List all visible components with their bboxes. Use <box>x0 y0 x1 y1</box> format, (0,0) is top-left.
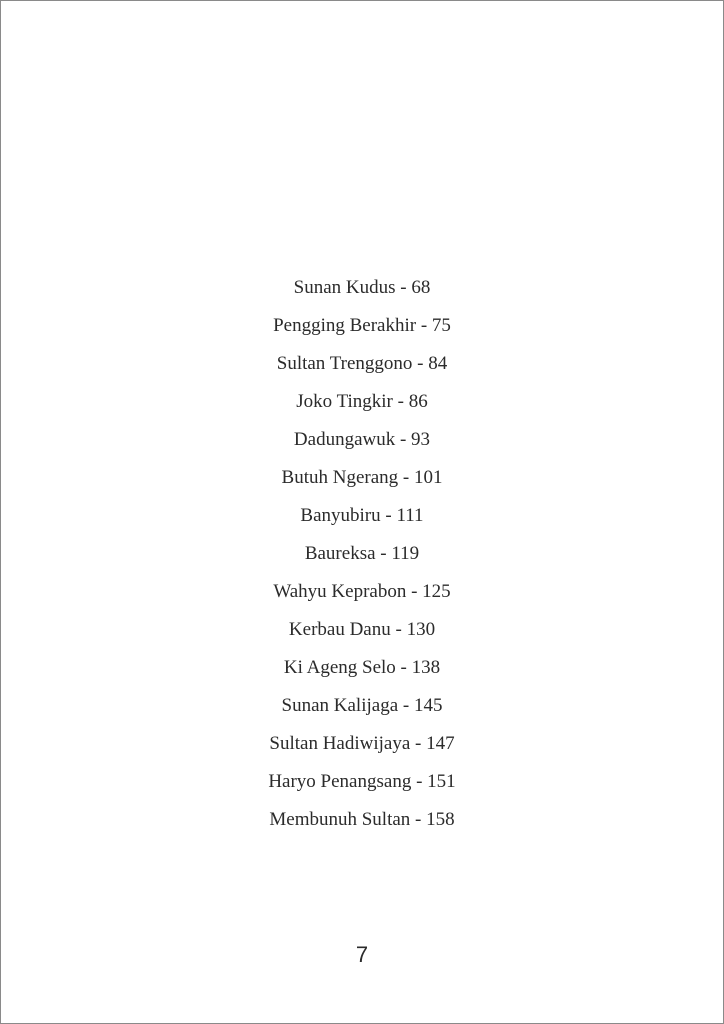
toc-entry: Banyubiru - 111 <box>300 505 424 526</box>
table-of-contents <box>1 269 723 839</box>
toc-entry: Sultan Hadiwijaya - 147 <box>269 733 455 754</box>
toc-entry: Pengging Berakhir - 75 <box>273 315 451 336</box>
toc-entry: Kerbau Danu - 130 <box>288 619 436 640</box>
toc-entry: Sunan Kalijaga - 145 <box>281 695 443 716</box>
toc-entry: Sunan Kudus - 68 <box>293 277 431 298</box>
toc-entry: Haryo Penangsang - 151 <box>268 771 456 792</box>
toc-entry: Baureksa - 119 <box>304 543 420 564</box>
page-number: 7 <box>355 942 369 967</box>
toc-entry: Butuh Ngerang - 101 <box>281 467 443 488</box>
toc-entry: Joko Tingkir - 86 <box>296 391 428 412</box>
toc-entry: Wahyu Keprabon - 125 <box>273 581 451 602</box>
toc-entry: Membunuh Sultan - 158 <box>269 809 455 830</box>
toc-entry: Sultan Trenggono - 84 <box>276 353 448 374</box>
toc-entry: Ki Ageng Selo - 138 <box>283 657 441 678</box>
toc-entry: Dadungawuk - 93 <box>293 429 431 450</box>
